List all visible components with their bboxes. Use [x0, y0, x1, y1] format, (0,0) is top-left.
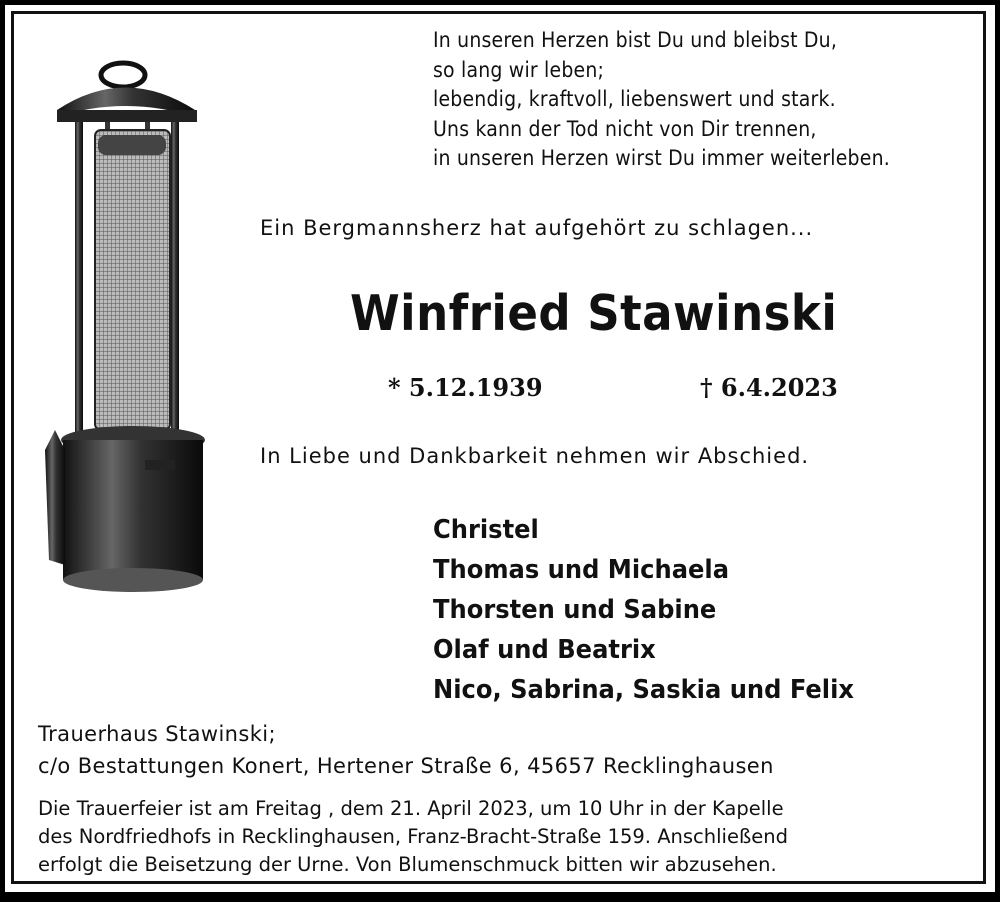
death-date: † 6.4.2023 — [700, 373, 838, 402]
family-member: Christel — [433, 515, 539, 545]
family-list — [433, 510, 854, 710]
poem-line: lebendig, kraftvoll, liebenswert und stark. — [433, 87, 836, 111]
birth-date: * 5.12.1939 — [388, 373, 543, 402]
family-member: Thorsten und Sabine — [433, 595, 717, 625]
farewell-text: In Liebe und Dankbarkeit nehmen wir Abschied. — [260, 444, 810, 468]
service-line: Die Trauerfeier ist am Freitag , dem 21. April 2023, um 10 Uhr in der Kapelle — [38, 797, 784, 820]
service-line: des Nordfriedhofs in Recklinghausen, Franz-Bracht-Straße 159. Anschließend — [38, 825, 788, 848]
address-line: c/o Bestattungen Konert, Hertener Straße 6, 45657 Recklinghausen — [38, 754, 774, 778]
family-member: Olaf und Beatrix — [433, 635, 656, 665]
miners-lamp-illustration — [35, 55, 215, 624]
service-line: erfolgt die Beisetzung der Urne. Von Blumenschmuck bitten wir abzusehen. — [38, 853, 777, 876]
poem-line: In unseren Herzen bist Du und bleibst Du, — [433, 28, 838, 52]
poem — [433, 26, 890, 174]
poem-line: so lang wir leben; — [433, 57, 605, 82]
family-member: Thomas und Michaela — [433, 555, 730, 585]
service-info — [38, 795, 788, 879]
mourning-address — [38, 718, 774, 782]
poem-line: Uns kann der Tod nicht von Dir trennen, — [433, 116, 817, 141]
poem-line: in unseren Herzen wirst Du immer weiterleben. — [433, 146, 890, 170]
intro-text: Ein Bergmannsherz hat aufgehört zu schlagen... — [260, 216, 814, 240]
deceased-name: Winfried Stawinski — [350, 285, 838, 342]
address-line: Trauerhaus Stawinski; — [38, 722, 277, 746]
family-member: Nico, Sabrina, Saskia und Felix — [433, 675, 854, 705]
